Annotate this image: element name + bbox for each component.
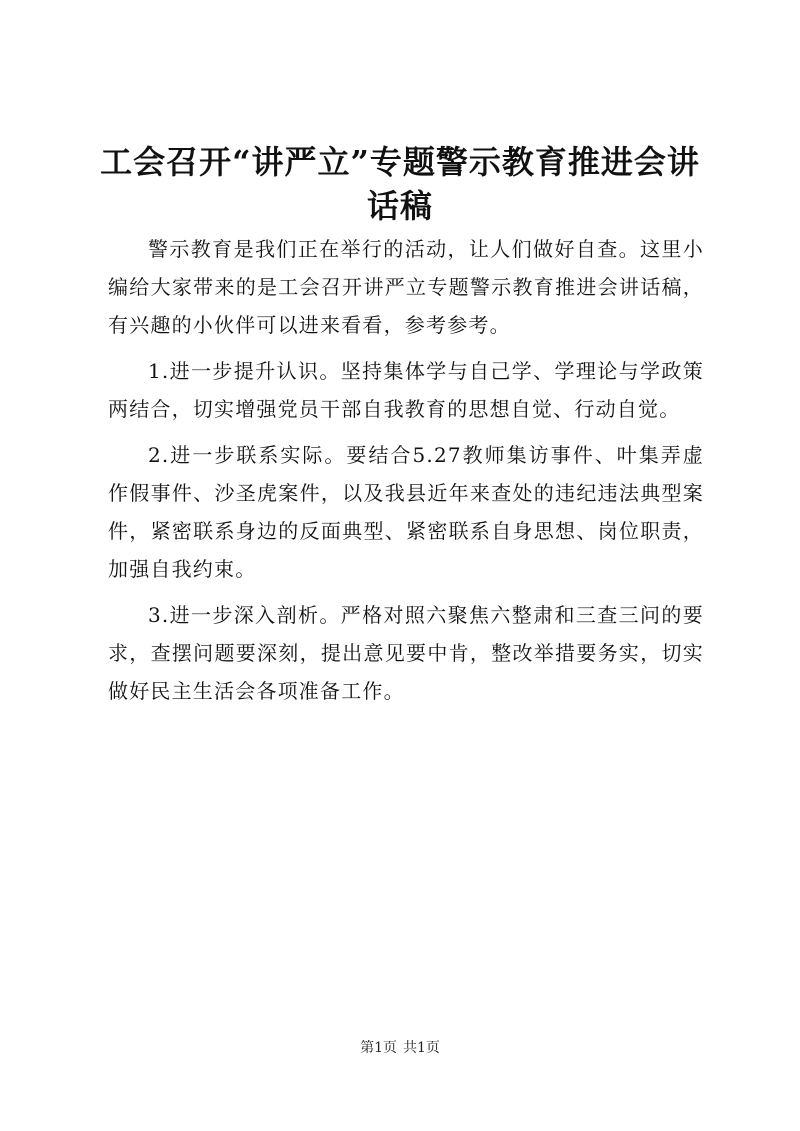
paragraph-item-3: 3.进一步深入剖析。严格对照六聚焦六整肃和三查三问的要求，查摆问题要深刻，提出意见要中肯，整改举措要务实，切实做好民主生活会各项准备工作。 — [108, 603, 704, 703]
document-body — [108, 230, 704, 718]
paragraph-item-1: 1.进一步提升认识。坚持集体学与自己学、学理论与学政策两结合，切实增强党员干部自我教育的思想自觉、行动自觉。 — [108, 359, 704, 421]
paragraph-intro: 警示教育是我们正在举行的活动，让人们做好自查。这里小编给大家带来的是工会召开讲严立专题警示教育推进会讲话稿，有兴趣的小伙伴可以进来看看，参考参考。 — [108, 237, 704, 337]
page-number: 第1页 — [360, 1040, 397, 1056]
paragraph-item-2: 2.进一步联系实际。要结合5.27教师集访事件、叶集弄虚作假事件、沙圣虎案件，以及我县近年来查处的违纪违法典型案件，紧密联系身边的反面典型、紧密联系自身思想、岗位职责，加强自我约束。 — [108, 443, 704, 581]
document-title: 工会召开“讲严立”专题警示教育推进会讲话稿 — [100, 143, 700, 225]
page-total: 共1页 — [403, 1040, 440, 1056]
page-footer — [0, 1038, 800, 1058]
